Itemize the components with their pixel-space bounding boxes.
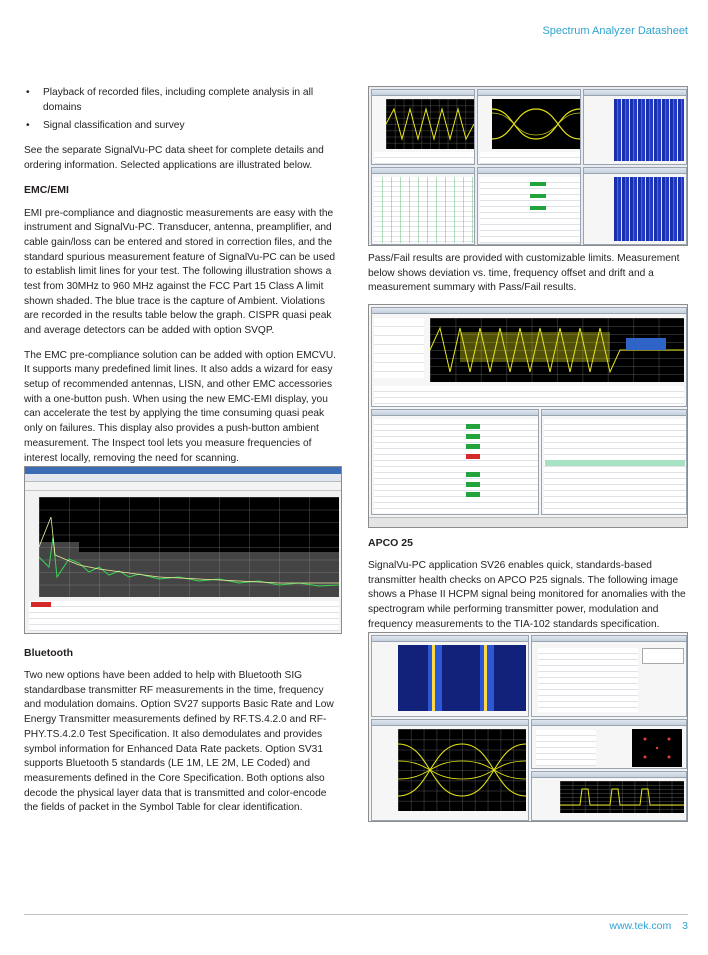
emc-paragraph-2: The EMC pre-compliance solution can be added with option EMCVU. It supports many predefined limit lines. It also adds a wizard for easy setup of recommended antennas, LISN, and other EMC accessories with a one-button push. When using the new EMC-EMI display, you can accelerate the test by applying the time consuming quasi peak only on failures. This display also provides a push-button ambient measurement. The Inspect tool lets you measure frequencies of interest locally, removing the need for scanning. bbox=[24, 349, 337, 464]
bluetooth-paragraph: Two new options have been added to help with Bluetooth SIG standardbase transmitter RF measurements in the time, frequency and modulation domains. Option SV27 supports Basic Rate and Low Energy Transmitter measurements defined by RF.TS.4.2.0 and RF-PHY.TS.4.2.0 Test Specification. It also demodulates and provides symbol information for Enhanced Data Rate packets. Option SV31 supports Bluetooth 5 standards (LE 1M, LE 2M, LE Coded) and measurements defined in the Core Specification. Both options also decode the physical layer data that is transmitted and color-encode the fields of packet in the Symbol Table for clear identification. bbox=[24, 670, 334, 814]
intro-paragraph: See the separate SignalVu-PC data sheet for complete details and ordering information. Selected applications are illustrated below. bbox=[24, 145, 324, 171]
apco-p25-screenshot bbox=[368, 632, 688, 822]
page-number: 3 bbox=[682, 920, 688, 932]
bluetooth-heading: Bluetooth bbox=[24, 647, 73, 659]
apco-heading: APCO 25 bbox=[368, 537, 413, 549]
bluetooth-measurement-screenshot bbox=[368, 304, 688, 528]
pass-fail-paragraph: Pass/Fail results are provided with customizable limits. Measurement below shows deviation vs. time, frequency offset and drift and a measurement summary with Pass/Fail results. bbox=[368, 253, 680, 294]
apco-paragraph: SignalVu-PC application SV26 enables quick, standards-based transmitter health checks on APCO P25 signals. The following image shows a Phase II HCPM signal being monitored for anomalies with the spectrogram while performing transmitter power, modulation and frequency measurements to the TIA-102 standards specification. bbox=[368, 560, 686, 630]
footer-rule bbox=[24, 914, 688, 915]
emc-paragraph-1: EMI pre-compliance and diagnostic measurements are easy with the instrument and SignalVu-PC. Transducer, antenna, preamplifier, and cable gain/loss can be entered and stored in correction files, and the standard spurious measurement feature of SignalVu-PC can be used to establish limit lines for your test. The following illustration shows a test from 30MHz to 960 MHz against the FCC Part 15 Class A limit shown shaded. The blue trace is the capture of Ambient. Violations are recorded in the results table below the graph. CISPR quasi peak and average detectors can be added with option SVQP. bbox=[24, 207, 336, 337]
emc-emi-screenshot bbox=[24, 466, 342, 634]
page-footer bbox=[609, 920, 688, 932]
bullet-item: • Playback of recorded files, including complete analysis in all domains bbox=[24, 86, 340, 115]
bluetooth-section bbox=[24, 644, 340, 826]
pass-fail-composite-screenshot bbox=[368, 86, 688, 246]
pass-fail-section bbox=[368, 252, 688, 305]
feature-bullets bbox=[24, 86, 340, 134]
apco-section bbox=[368, 536, 688, 642]
footer-site-link[interactable]: www.tek.com bbox=[609, 920, 672, 932]
bullet-item: • Signal classification and survey bbox=[24, 119, 340, 134]
left-column bbox=[24, 86, 340, 476]
page-header-title: Spectrum Analyzer Datasheet bbox=[542, 25, 688, 37]
emc-heading: EMC/EMI bbox=[24, 184, 69, 197]
